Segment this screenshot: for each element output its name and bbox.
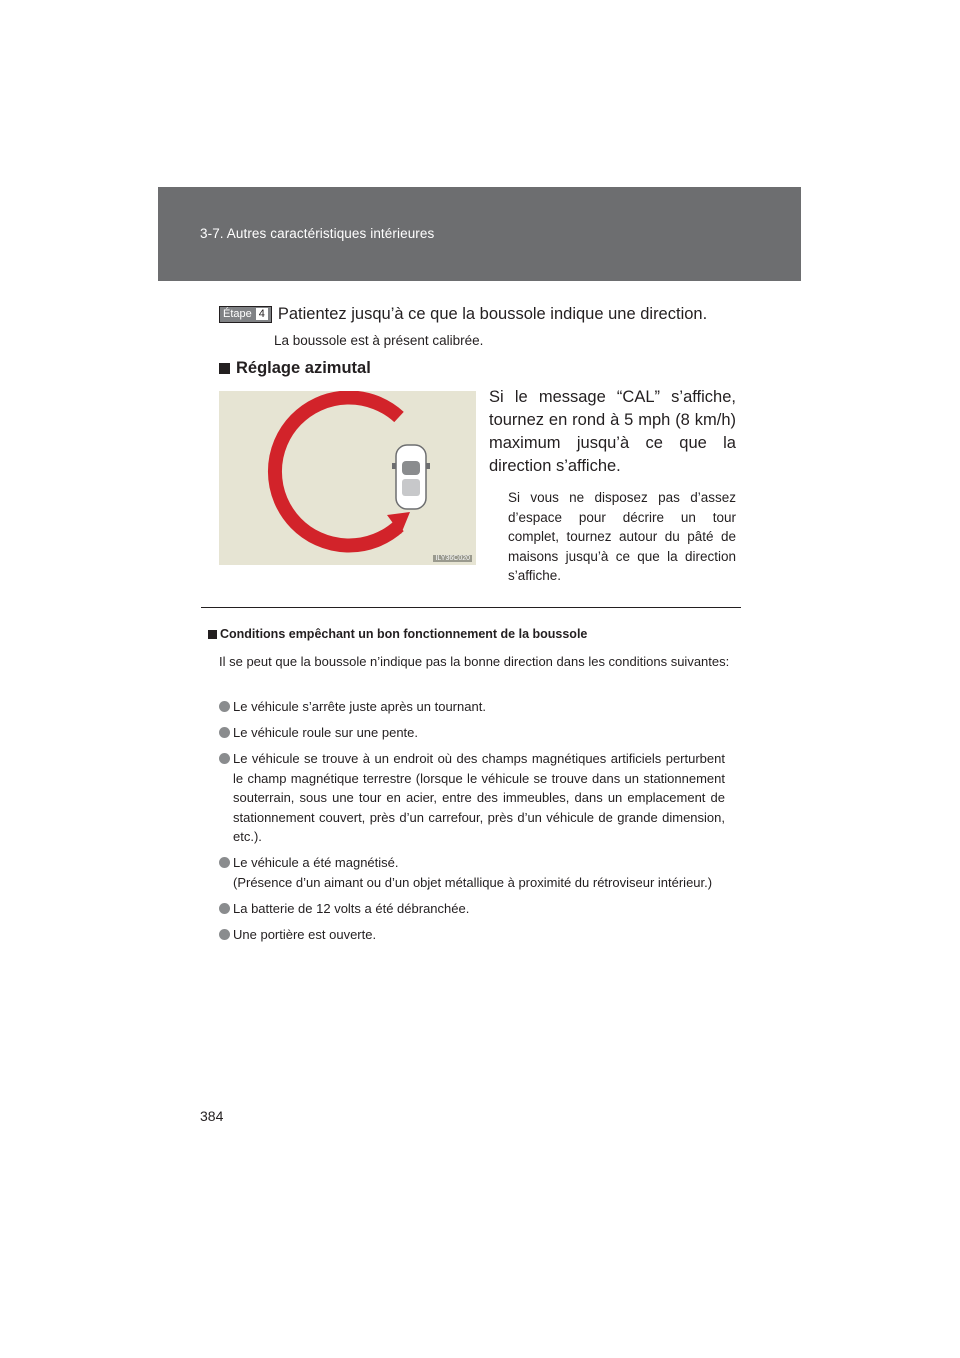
step-row	[219, 305, 707, 324]
list-item-text: Le véhicule a été magnétisé.	[233, 855, 399, 870]
conditions-intro: Il se peut que la boussole n’indique pas la bonne direction dans les conditions suivantes:	[219, 654, 730, 669]
bullet-dot-icon	[219, 857, 230, 868]
circle-arrow-illustration	[219, 391, 476, 565]
step-subtext: La boussole est à présent calibrée.	[274, 333, 484, 348]
square-bullet-icon	[219, 363, 230, 374]
conditions-heading-text: Conditions empêchant un bon fonctionnement de la boussole	[220, 627, 588, 641]
section-title: 3-7. Autres caractéristiques intérieures	[200, 226, 435, 241]
figure-code: ILY36C020	[435, 555, 470, 562]
list-item-text: Le véhicule s’arrête juste après un tournant.	[233, 699, 486, 714]
conditions-list	[219, 697, 725, 951]
bullet-dot-icon	[219, 701, 230, 712]
figure-circle-driving	[219, 391, 476, 565]
square-bullet-icon	[208, 630, 217, 639]
step-badge-label: Étape	[223, 308, 252, 320]
main-paragraph: Si le message “CAL” s’affiche, tournez en rond à 5 mph (8 km/h) maximum jusqu’à ce que la direction s’affiche.	[489, 388, 736, 475]
section-heading	[219, 359, 371, 378]
list-item	[219, 723, 725, 743]
list-item	[219, 925, 725, 945]
bullet-dot-icon	[219, 903, 230, 914]
list-item	[219, 853, 725, 892]
car-icon	[392, 445, 430, 509]
list-item	[219, 899, 725, 919]
step-badge	[219, 306, 272, 323]
bullet-dot-icon	[219, 753, 230, 764]
step-badge-number: 4	[256, 308, 268, 320]
bullet-dot-icon	[219, 929, 230, 940]
note-paragraph: Si vous ne disposez pas d’assez d’espace pour décrire un tour complet, tournez autour du pâté de maisons jusqu’à ce que la direction s’affiche.	[508, 490, 736, 583]
list-item-text: Une portière est ouverte.	[233, 926, 377, 942]
bullet-dot-icon	[219, 727, 230, 738]
section-heading-text: Réglage azimutal	[236, 359, 371, 377]
list-item-text: La batterie de 12 volts a été débranchée.	[233, 900, 470, 916]
step-text: Patientez jusqu’à ce que la boussole indique une direction.	[277, 305, 708, 323]
header-bar	[158, 187, 801, 281]
circular-arrow-path	[275, 398, 399, 546]
list-item	[219, 697, 725, 717]
page-number: 384	[200, 1108, 224, 1124]
list-item-text: Le véhicule roule sur une pente.	[233, 725, 419, 740]
list-item-text: Le véhicule se trouve à un endroit où des champs magnétiques artificiels perturbent le champ magnétique terrestre (lorsque le véhicule se trouve dans un stationnement souterrain, sous une tour en acier, entre des immeubles, dans un emplacement de stationnement couvert, près d’un carrefour, près d’un véhicule de grande dimension, etc.).	[233, 751, 725, 844]
list-item	[219, 749, 725, 847]
list-item-detail: (Présence d’un aimant ou d’un objet métallique à proximité du rétroviseur intérieur.)	[233, 874, 713, 890]
conditions-heading	[208, 627, 587, 641]
section-divider	[201, 607, 741, 608]
